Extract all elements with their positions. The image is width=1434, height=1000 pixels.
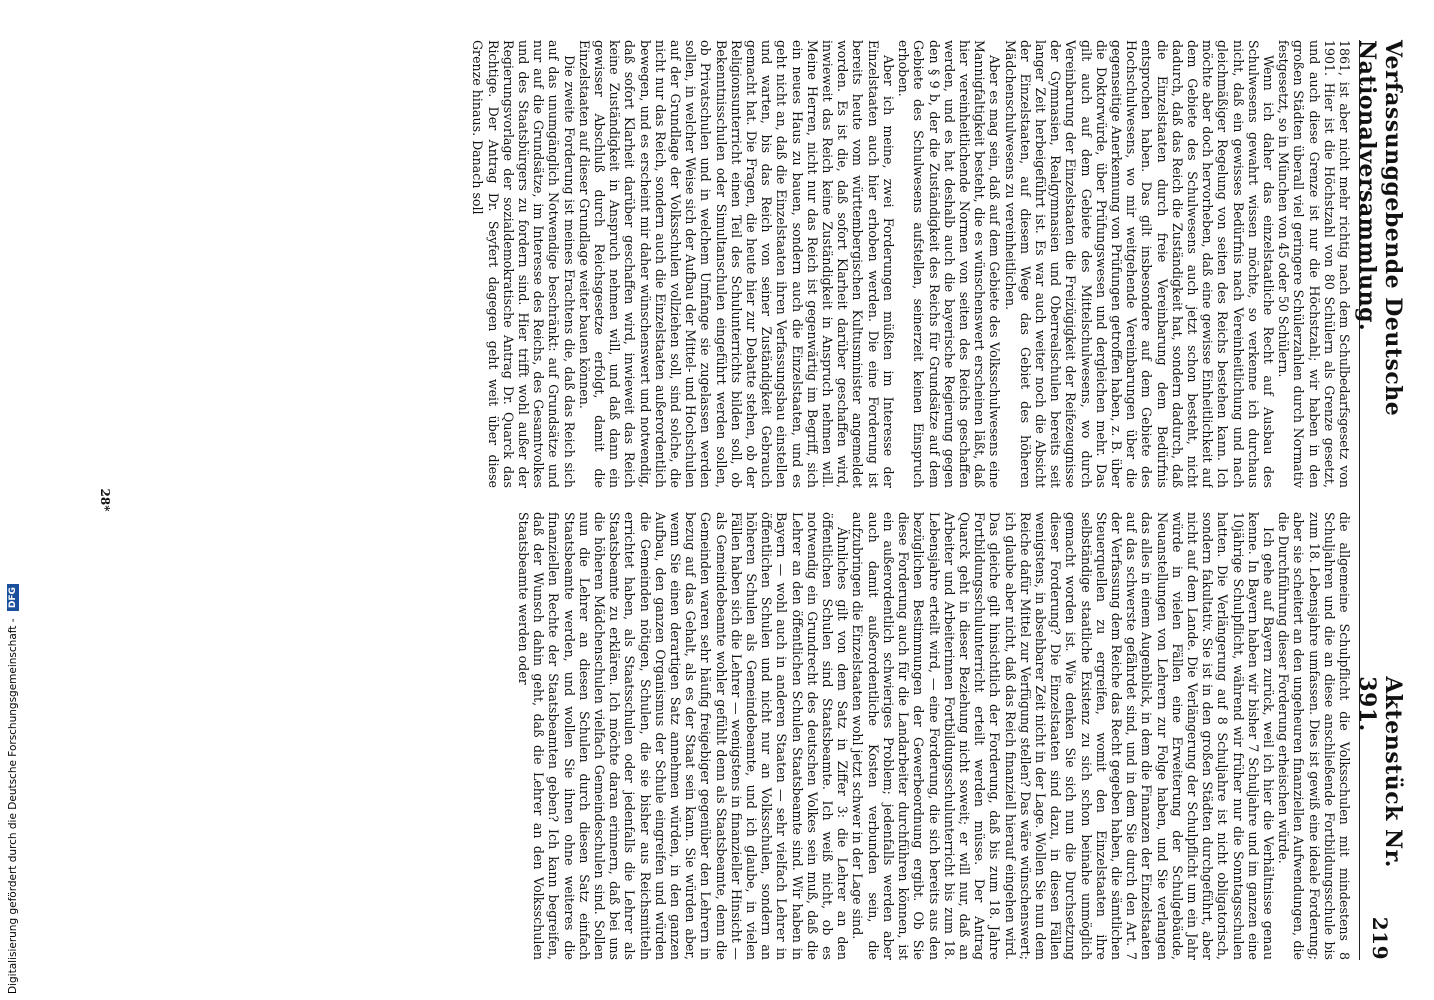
header-document-number: Aktenstück Nr. 391.: [1354, 676, 1406, 868]
header-page-number: 219: [1368, 916, 1392, 960]
paragraph: Die zweite Forderung ist meines Erachtens die, daß das Reich sich auf das unumgänglich Notwendige beschränkt: auf Grundsätze und nur auf die Grundsätze, im Interesse des Reichs, des Gesamtvolkes und des Staatsbürgers zu fordern sind. Hier trifft wohl außer der Regierungsvorlage der sozialdemokratische Antrag Dr. Quarck das Richtige. Der Antrag Dr. Seyfert dagegen geht weit über diese Grenze hinaus. Danach soll: [470, 40, 577, 488]
digitization-credit: [6, 0, 20, 1000]
header-publication-title: Verfassunggebende Deutsche Nationalversammlung.: [1354, 40, 1406, 417]
column-left: [130, 40, 1352, 488]
credit-text: Digitalisierung gefördert durch die Deutsche Forschungsgemeinschaft -: [7, 618, 19, 994]
dfg-logo: DFG: [7, 584, 19, 611]
paragraph: Aber ich meine, zwei Forderungen müßten im Interesse der Einzelstaaten auch hier erhoben werden. Die eine Forderung ist bereits heute vom württembergischen Kultusminister angemeldet worden. Es ist die, daß sofort Klarheit darüber geschaffen wird, inwieweit das Reich keine Zuständigkeit in Anspruch nehmen will. Meine Herren, nicht nur das Reich ist gegenwärtig im Begriff, sich ein neues Haus zu bauen, sondern auch die Einzelstaaten, und es geht nicht an, daß die Einzelstaaten ihren Verfassungsbau einstellen und warten, bis das Reich von seiner Zuständigkeit Gebrauch gemacht hat. Die Fragen, die heute hier zur Debatte stehen, ob der Religionsunterricht einen Teil des Schulunterrichts bilden soll, ob Bekenntnisschulen oder Simultanschulen eingeführt werden sollen, ob Privatschulen und in welchem Umfange sie zugelassen werden sollen, in welcher Weise sich der Aufbau der Mittel- und Hochschulen auf der Grundlage der Volksschulen vollziehen soll, sind solche, die nicht nur das Reich, sondern auch die Einzelstaaten außerordentlich bewegen, und es erscheint mir daher wünschenswert und notwendig, daß sofort Klarheit darüber geschaffen wird, inwieweit das Reich keine Zuständigkeit in Anspruch nehmen will, und daß dann ein gewisser Abschluß durch Reichsgesetze erfolgt, damit die Einzelstaaten auf dieser Grundlage weiter bauen können.: [576, 40, 896, 488]
paragraph: 1861, ist aber nicht mehr richtig nach dem Schulbedarfsgesetz von 1901. Hier ist die Höchstzahl von 80 Schülern als Grenze gesetzt, und auch diese Grenze ist nur die Höchstzahl; wir haben in den großen Städten überall viel geringere Schülerzahlen durch Normativ festgesetzt, so in München von 45 oder 50 Schülern.: [1276, 40, 1352, 488]
paragraph: die allgemeine Schulpflicht die Volksschulen mit mindestens 8 Schuljahren und die an diese anschließende Fortbildungsschule bis zum 18. Lebensjahre umfassen. Dies ist gewiß eine ideale Forderung; aber sie scheitert an den ungeheuren finanziellen Aufwendungen, die die Durchführung dieser Forderung erheischen würde.: [1276, 512, 1352, 960]
column-right: [130, 512, 1352, 960]
rotated-page-content: [90, 20, 1406, 980]
paragraph: Ich gehe auf Bayern zurück, weil ich hier die Verhältnisse genau kenne. In Bayern haben wir bisher 7 Schuljahre und im ganzen eine 10jährige Schulpflicht, während wir früher nur die Sonntagsschulen hatten. Die Verlängerung auf 8 Schuljahre ist nicht obligatorisch, sondern fakultativ. Sie ist in den großen Städten durchgeführt, aber nicht auf dem Lande. Die Verlängerung der Schulpflicht um ein Jahr würde in vielen Fällen eine Erweiterung der Schulgebäude, Neuanstellungen von Lehrern zur Folge haben, und Sie verlangen das alles in einem Augenblick, in dem die Finanzen der Einzelstaaten auf das schwerste gefährdet sind, und in dem Sie durch den Art. 7 der Verfassung dem Reiche das Recht gegeben haben, die sämtlichen Steuerquellen zu ergreifen, womit den Einzelstaaten ihre selbständige staatliche Existenz zu sich schon beinahe unmöglich gemacht worden ist. Wie denken Sie sich nun die Durchsetzung dieser Forderung? Die Einzelstaaten sind dazu, in diesen Fällen wenigstens, in absehbarer Zeit nicht in der Lage. Wollen Sie nun dem Reiche dafür Mittel zur Verfügung stellen? Das wäre wünschenswert; ich glaube aber nicht, daß das Reich finanziell hierauf eingehen wird. Das gleiche gilt hinsichtlich der Forderung, daß bis zum 18. Jahre Fortbildungsschulunterricht erteilt werden müsse. Der Antrag Quarck geht in dieser Beziehung nicht soweit; er will nur, daß an Arbeiter und Arbeiterinnen Fortbildungsschulunterricht bis zum 18. Lebensjahre erteilt wird, — eine Forderung, die sich bereits aus den bezüglichen Bestimmungen der Gewerbeordnung ergibt. Ob Sie diese Forderung auch für die Landarbeiter durchführen können, ist ein außerordentlich schwieriges Problem; jedenfalls werden aber auch damit außerordentliche Kosten verbunden sein, die aufzubringen die Einzelstaaten wohl jetzt schwer in der Lage sind.: [850, 512, 1276, 960]
sheet-marker: 28*: [98, 488, 112, 512]
paragraph: Wenn ich daher das einzelstaatliche Recht auf Ausbau des Schulwesens gewahrt wissen möchte, so verkenne ich durchaus nicht, daß ein gewisses Bedürfnis nach Vereinheitlichung und nach gleichmäßiger Regelung von seiten des Reichs bestehen kann. Ich möchte aber doch hervorheben, daß eine gewisse Einheitlichkeit auf dem Gebiete des Schulwesens auch jetzt schon besteht, nicht dadurch, daß das Reich die Zuständigkeit hat, sondern dadurch, daß die Einzelstaaten durch freie Vereinbarung dem Bedürfnis entsprochen haben. Das gilt insbesondere auf dem Gebiete des Hochschulwesens, wo mir weitgehende Vereinbarungen über die gegenseitige Anerkennung von Prüfungen getroffen haben, z. B. über die Doktorwürde, über Prüfungswesen und dergleichen mehr. Das gilt auch auf dem Gebiete des Mittelschulwesens, wo durch Vereinbarung der Einzelstaaten die Freizügigkeit der Reifezeugnisse der Gymnasien, Realgymnasien und Oberrealschulen bereits seit langer Zeit herbeigeführt ist. Es war auch weiter noch die Absicht der Einzelstaaten, auf diesem Wege das Gebiet des höheren Mädchenschulwesens zu vereinheitlichen.: [1002, 40, 1276, 488]
paragraph: Ähnliches gilt von dem Satz in Ziffer 3: die Lehrer an den öffentlichen Schulen sind Staatsbeamte. Ich weiß nicht, ob es notwendig ein Grundrecht des deutschen Volkes sein muß, daß die Lehrer an den öffentlichen Schulen Staatsbeamte sind. Wir haben in Bayern — wohl auch in anderen Staaten — sehr vielfach Lehrer in öffentlichen Schulen und nicht nur an Volksschulen, sondern an höheren Schulen als Gemeindebeamte, und ich glaube, in vielen Fällen haben sich die Lehrer — wenigstens in finanzieller Hinsicht — als Gemeindebeamte wohler gefühlt denn als Staatsbeamte, denn die Gemeinden waren sehr häufig freigebiger gegenüber den Lehrern in bezug auf das Gehalt, als es der Staat sein kann. Sie würden aber, wenn Sie einen derartigen Satz annehmen würden, in den ganzen Aufbau, den ganzen Organismus der Schule eingreifen und würden die Gemeinden nötigen, Schulen, die sie bisher aus Reichsmitteln errichtet haben, als Staatsschulen oder jedenfalls die Lehrer als Staatsbeamte zu erklären. Ich möchte daran erinnern, daß bei uns die höheren Mädchenschulen vielfach Gemeindeschulen sind. Sollen nun die Lehrer an diesen Schulen durch diesen Satz einfach Staatsbeamte werden, und wollen Sie ihnen ohne weiteres die finanziellen Rechte der Staatsbeamten geben? Ich kann begreifen, daß der Wunsch dahin geht, daß die Lehrer an den Volksschulen Staatsbeamte werden oder: [516, 512, 851, 960]
text-columns: [130, 40, 1352, 960]
paragraph: Aber es mag sein, daß auf dem Gebiete des Volksschulwesens eine Mannigfaltigkeit besteht, die es wünschenswert erscheinen läßt, daß hier vereinheitlichende Normen von seiten des Reichs geschaffen werden, und es hat deshalb auch die bayerische Regierung gegen den § 9 b, der die Zuständigkeit des Reichs für Grundsätze auf dem Gebiete des Schulwesens aufstellen, seinerzeit keinen Einspruch erhoben.: [896, 40, 1003, 488]
page-header: [1354, 40, 1406, 960]
scanned-page-area: [90, 20, 1406, 980]
